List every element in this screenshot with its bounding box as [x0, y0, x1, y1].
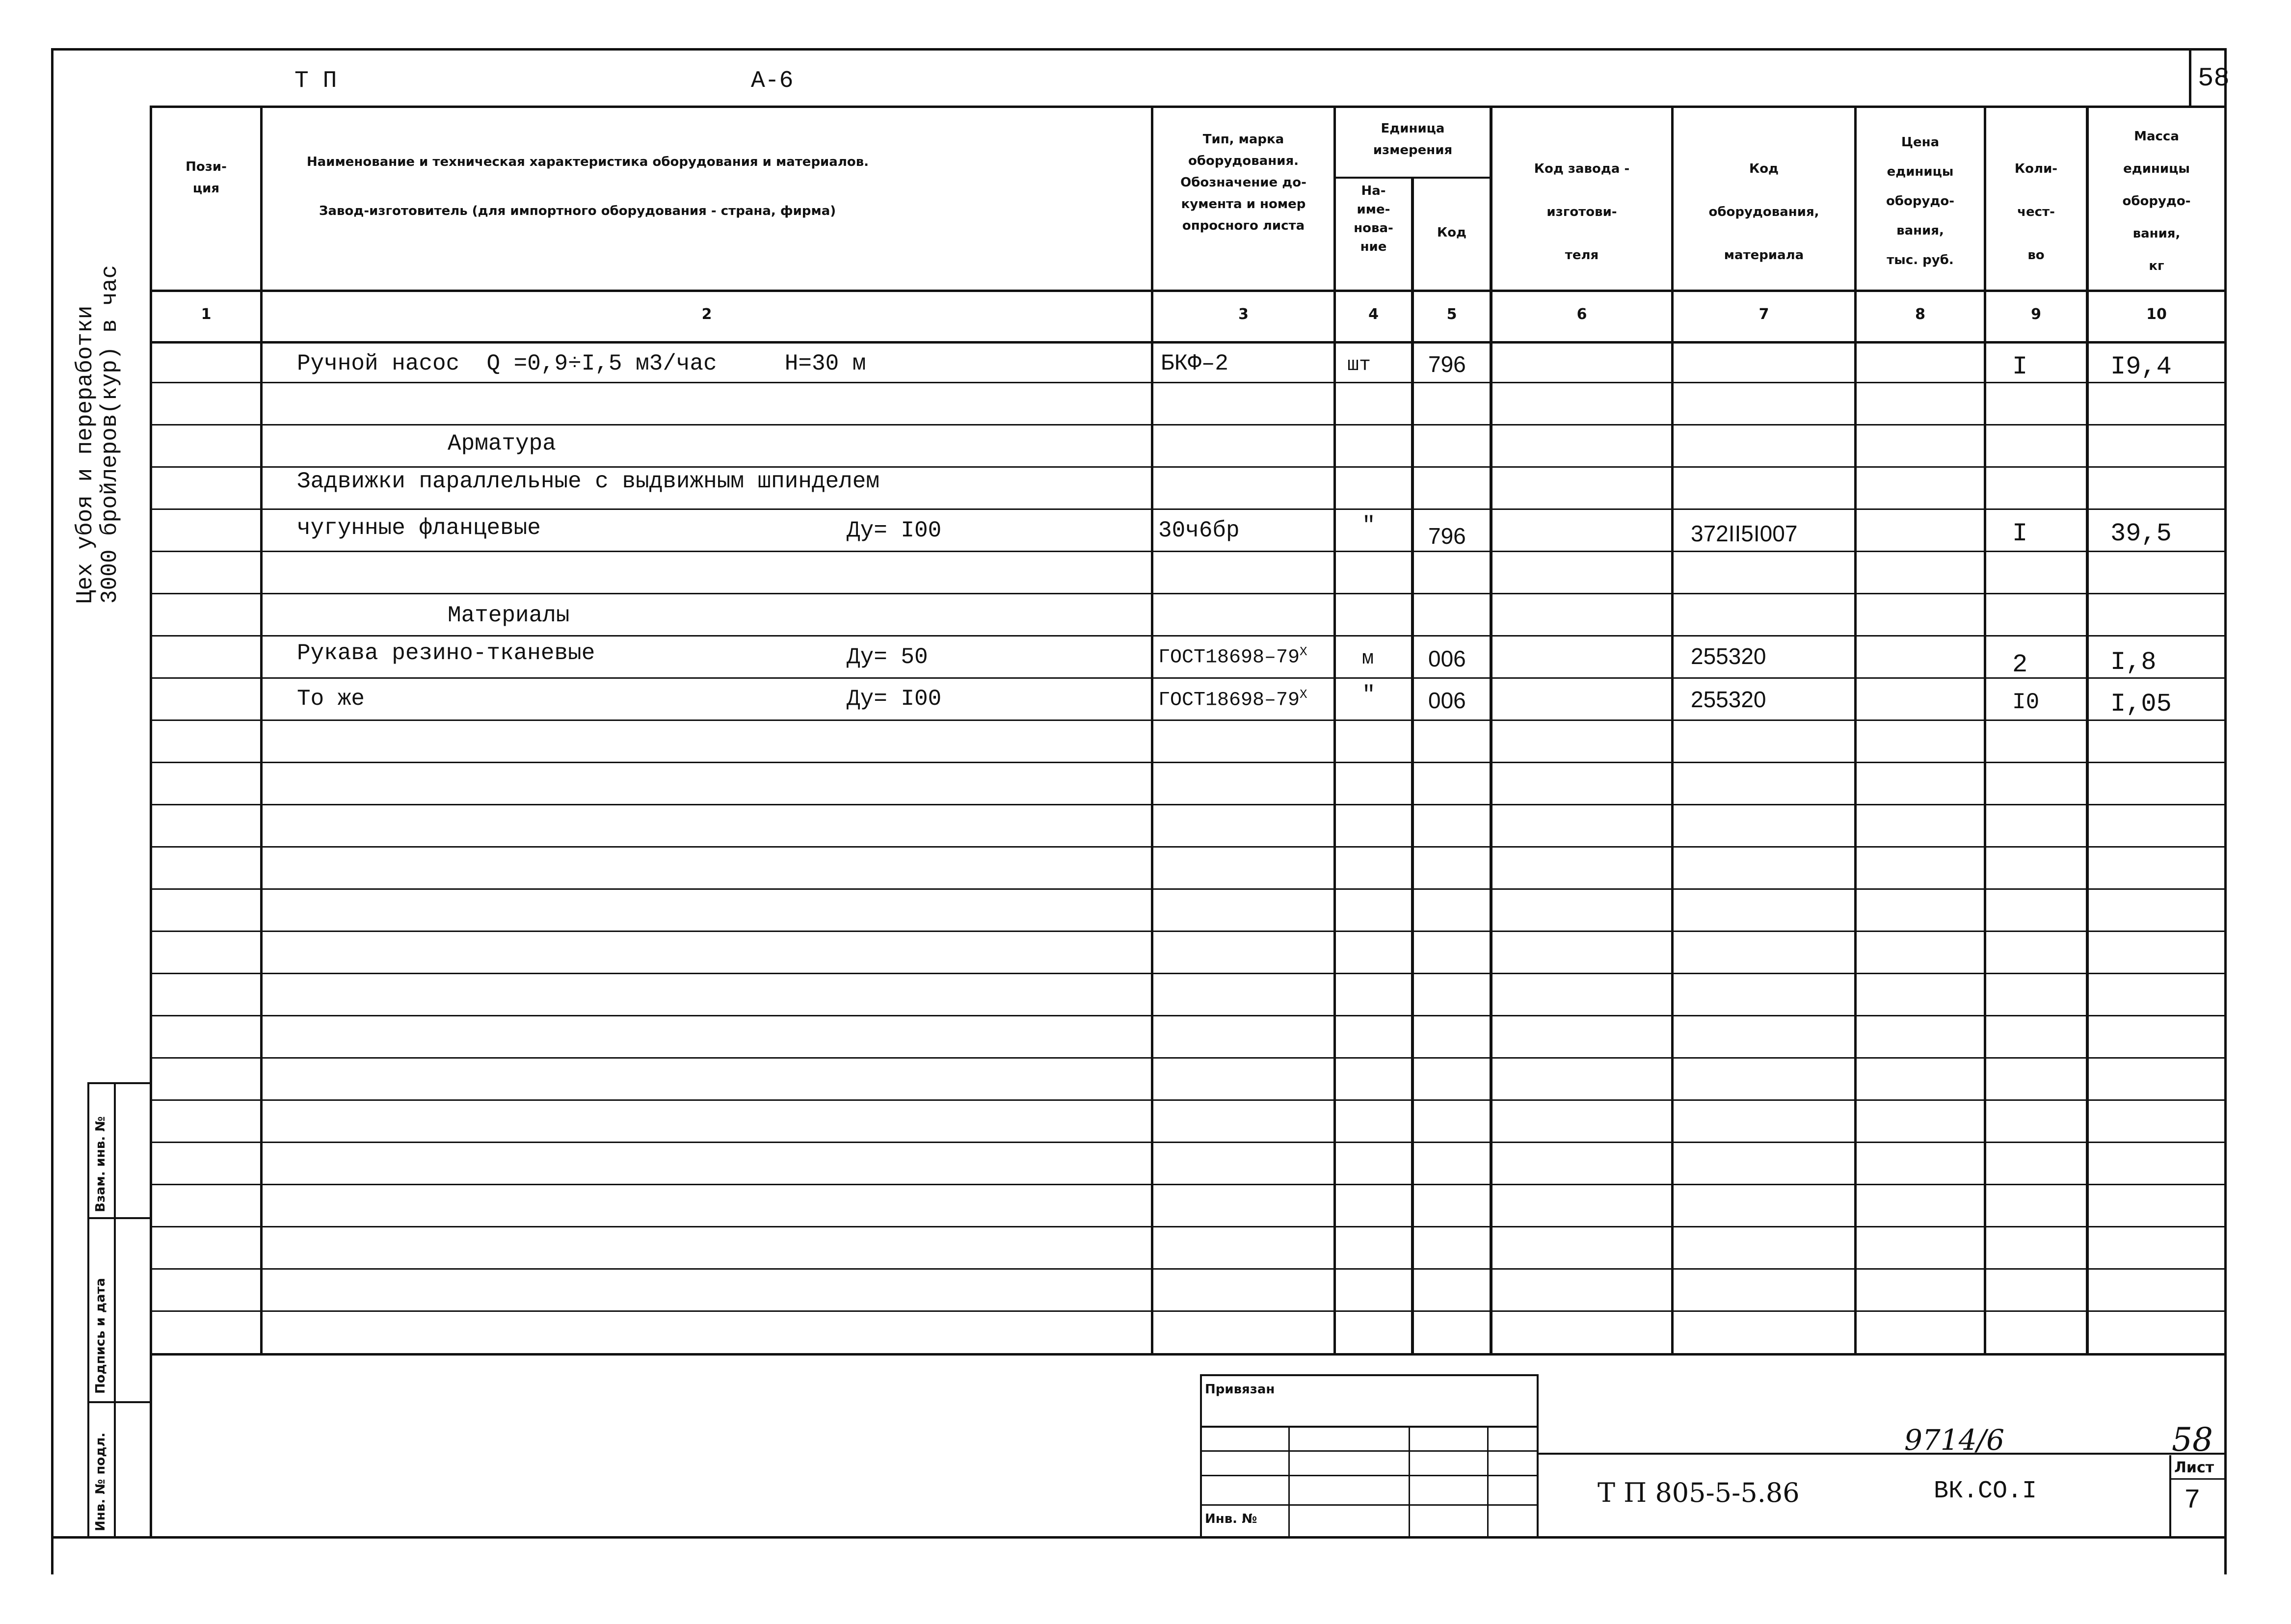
col-sep-3-4: [1333, 106, 1336, 1355]
row-line: [150, 762, 2226, 763]
col-number: 8: [1915, 306, 1925, 323]
col-header-unit-name: На- име- нова- ние: [1354, 184, 1393, 254]
title-block-top: [1539, 1453, 2226, 1455]
section-armatura: Арматура: [448, 431, 556, 456]
row6-type: [1158, 644, 1307, 668]
side-stamp-mid: [114, 1082, 116, 1539]
row-line: [150, 931, 2226, 932]
col-sep-7-8: [1854, 106, 1857, 1355]
col-sep-5-6: [1490, 106, 1492, 1355]
sheet-number: 7: [2184, 1485, 2201, 1516]
table-colnum-bottom: [150, 341, 2226, 344]
row4-dn: Ду= I00: [847, 518, 942, 543]
col-number: 7: [1758, 306, 1769, 323]
col-header-quantity: Коли- чест- во: [2014, 161, 2058, 263]
row-line: [150, 1184, 2226, 1185]
col-sep-1-2: [260, 106, 263, 1355]
side-title-line1: Цех убоя и переработки: [73, 305, 98, 604]
unit-group-divider: [1333, 177, 1492, 179]
row-line: [150, 1226, 2226, 1227]
row1-mass: I9,4: [2110, 352, 2172, 381]
row7-code: 006: [1428, 688, 1466, 713]
row4-type: 30ч6бр: [1158, 518, 1240, 543]
header-code: Т П: [294, 68, 337, 94]
col-header-price: Цена единицы оборудо- вания, тыс. руб.: [1886, 135, 1955, 267]
row6-type-sup: Х: [1300, 644, 1307, 659]
col-sep-9-10: [2086, 106, 2089, 1355]
row7-type: [1158, 687, 1307, 711]
row6-mass: I,8: [2110, 648, 2157, 677]
side-title-line2: 3000 бройлеров(кур) в час: [97, 265, 123, 604]
row1-qty: I: [2012, 352, 2028, 381]
side-stamp-sign-date: Подпись и дата: [93, 1278, 108, 1394]
col-number: 3: [1238, 306, 1249, 323]
row1-unit: шт: [1347, 354, 1371, 376]
col-number: 1: [201, 306, 212, 323]
col-header-mass: Масса единицы оборудо- вания, кг: [2122, 129, 2191, 273]
sheet-box-divider: [2169, 1478, 2226, 1480]
side-stamp-line-b: [87, 1217, 151, 1219]
row6-unit: м: [1362, 648, 1374, 670]
col-number: 2: [701, 306, 712, 323]
sheet-box-left: [2169, 1455, 2171, 1539]
table-header-bottom: [150, 290, 2226, 292]
row6-type-text: ГОСТ18698–79: [1158, 646, 1300, 669]
row-line: [150, 1057, 2226, 1059]
col-sep-6-7: [1671, 106, 1674, 1355]
page-number: 58: [2198, 64, 2230, 94]
col-header-name-line1: Наименование и техническая характеристика оборудования и материалов.: [307, 155, 869, 169]
row-line: [150, 424, 2226, 426]
row7-name: То же: [297, 686, 365, 712]
col-header-unit: Единица измерения: [1373, 121, 1453, 158]
frame-right: [2224, 48, 2227, 1574]
doc-code: Т П 805-5-5.86: [1598, 1477, 1800, 1508]
row-line: [150, 846, 2226, 848]
row6-dn: Ду= 50: [847, 644, 928, 670]
row-line: [150, 1268, 2226, 1270]
row-line: [150, 382, 2226, 383]
row7-unit: ": [1362, 682, 1376, 708]
stamp-line: [1487, 1426, 1489, 1539]
stamp-line: [1200, 1374, 1539, 1376]
attached-stamp: [1200, 1374, 1539, 1539]
side-stamp-line-a: [87, 1082, 151, 1084]
row7-type-sup: Х: [1300, 687, 1307, 702]
row4-mass: 39,5: [2110, 519, 2172, 548]
row-line: [150, 804, 2226, 805]
col-number: 4: [1368, 306, 1379, 323]
stamp-line: [1409, 1426, 1410, 1539]
row-line: [150, 635, 2226, 637]
row-line: [150, 888, 2226, 890]
stamp-line: [1200, 1374, 1202, 1539]
sheet-label: Лист: [2174, 1459, 2214, 1476]
frame-bottom: [51, 1536, 2226, 1539]
row-line: [150, 719, 2226, 721]
row-line: [150, 677, 2226, 679]
row4-qty: I: [2012, 519, 2028, 548]
row1-name: Ручной насос Q =0,9÷I,5 м3/час Н=30 м: [297, 351, 866, 376]
row7-type-text: ГОСТ18698–79: [1158, 689, 1300, 712]
row-line: [150, 1310, 2226, 1312]
side-stamp-replace-inv: Взам. инв. №: [93, 1116, 108, 1212]
row7-equip-code: 255320: [1691, 687, 1766, 712]
row-line: [150, 1099, 2226, 1101]
col-number: 6: [1576, 306, 1587, 323]
side-stamp-line-c: [87, 1401, 151, 1403]
row6-equip-code: 255320: [1691, 643, 1766, 669]
inv-number-label: Инв. №: [1205, 1512, 1257, 1526]
row4-equip-code: 372II5I007: [1691, 521, 1798, 546]
row7-dn: Ду= I00: [847, 686, 942, 712]
col-number: 5: [1446, 306, 1457, 323]
col-number: 9: [2031, 306, 2041, 323]
row-line: [150, 1015, 2226, 1016]
table-bottom: [150, 1353, 2226, 1356]
table-top: [150, 106, 2226, 108]
side-stamp-left: [87, 1082, 89, 1539]
row-line: [150, 551, 2226, 552]
col-header-name-line2: Завод-изготовитель (для импортного оборудования - страна, фирма): [319, 204, 836, 218]
row-line: [150, 466, 2226, 468]
col-header-factory-code: Код завода - изготови- теля: [1534, 161, 1630, 263]
col-header-unit-code: Код: [1437, 225, 1467, 240]
col-sep-8-9: [1984, 106, 1986, 1355]
row-line: [150, 508, 2226, 510]
stamp-line: [1288, 1426, 1290, 1539]
attached-label: Привязан: [1205, 1382, 1275, 1397]
row4-code: 796: [1428, 523, 1466, 549]
row4-unit: ": [1362, 513, 1376, 538]
stamp-line: [1537, 1374, 1539, 1539]
row-line: [150, 973, 2226, 974]
handwritten-number: 9714/6: [1904, 1423, 2005, 1457]
row-line: [150, 1142, 2226, 1143]
row6-qty: 2: [2012, 650, 2028, 679]
page-number-box-line: [2189, 48, 2191, 107]
section-materials: Материалы: [448, 603, 570, 628]
row7-qty: I0: [2012, 690, 2040, 715]
row6-code: 006: [1428, 646, 1466, 671]
side-stamp-inv-orig: Инв. № подл.: [93, 1432, 108, 1531]
row3-name: Задвижки параллельные с выдвижным шпинделем: [297, 469, 879, 494]
sheet-handwritten: 58: [2172, 1421, 2213, 1459]
frame-left: [51, 48, 53, 1574]
header-album: А-6: [751, 68, 794, 94]
row1-type: БКФ–2: [1161, 351, 1229, 376]
row7-mass: I,05: [2110, 690, 2172, 719]
col-sep-4-5: [1411, 177, 1414, 1355]
row-line: [150, 593, 2226, 594]
row1-code: 796: [1428, 351, 1466, 377]
set-code: ВК.СО.I: [1934, 1477, 2037, 1505]
col-header-position: Пози- ция: [186, 160, 227, 196]
col-header-type: Тип, марка оборудования. Обозначение до- кумента и номер опросного листа: [1180, 132, 1306, 233]
row4-name: чугунные фланцевые: [297, 515, 541, 541]
col-number: 10: [2146, 306, 2167, 323]
row6-name: Рукава резино-тканевые: [297, 640, 595, 666]
col-sep-2-3: [1151, 106, 1153, 1355]
col-header-equip-code: Код оборудования, материала: [1708, 161, 1819, 263]
frame-top: [51, 48, 2226, 51]
